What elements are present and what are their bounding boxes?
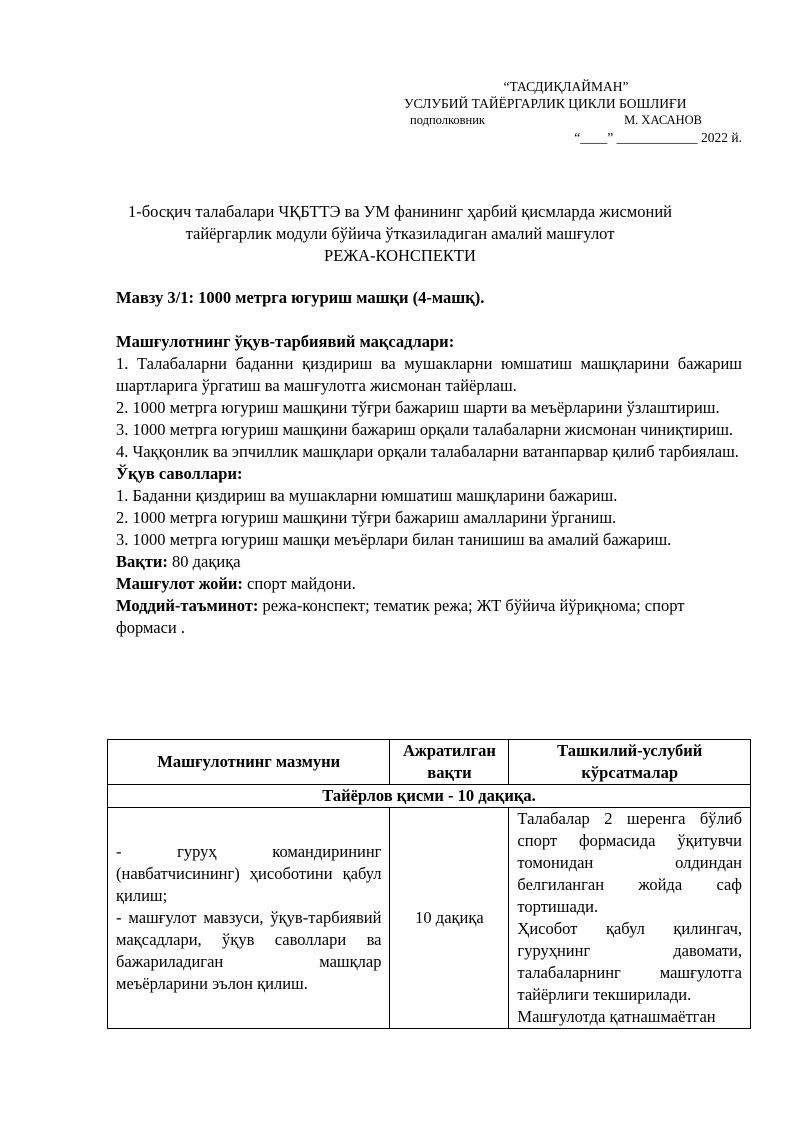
place-line xyxy=(116,573,742,595)
equipment-line xyxy=(116,595,742,639)
section-row xyxy=(108,785,751,808)
approval-block xyxy=(380,78,760,146)
place-value: спорт майдони. xyxy=(242,574,356,593)
goal-item: 2. 1000 метрга югуриш машқини тўғри бажариш шарти ва меъёрларини ўзлаштириш. xyxy=(116,398,720,417)
goal-item: 1. Талабаларни баданни қиздириш ва мушакларни юмшатиш машқларини бажариш шартларига ўргатиш ва машғулотга жисмонан тайёрлаш. xyxy=(116,354,742,395)
document-title xyxy=(100,201,700,267)
question-item: 2. 1000 метрга югуриш машқини тўғри бажариш амалларини ўрганиш. xyxy=(116,508,617,527)
goal-item: 3. 1000 метрга югуриш машқини бажариш орқали талабаларни жисмонан чиниқтириш. xyxy=(116,420,734,439)
equipment-label: Моддий-таъминот: xyxy=(116,596,259,615)
approval-rank: подполковник xyxy=(410,113,485,127)
place-label: Машғулот жойи: xyxy=(116,574,243,593)
goals-heading: Машғулотнинг ўқув-тарбиявий мақсадлари: xyxy=(116,332,455,351)
row-notes: Талабалар 2 шеренга бўлиб спорт формасида ўқитувчи томонидан олдиндан белгиланган жойда саф тортишади. Ҳисобот қабул қилингач, гуруҳнинг давомати, талабаларнинг машғулотга тайёрлиги текширилади. Машғулотда қатнашмаётган xyxy=(509,808,751,1029)
table-header-row xyxy=(108,740,751,785)
time-label: Вақти: xyxy=(116,552,168,571)
approval-name: М. ХАСАНОВ xyxy=(624,113,702,127)
header-notes: Ташкилий-услубий кўрсатмалар xyxy=(509,740,751,785)
goal-item: 4. Чаққонлик ва эпчиллик машқлари орқали талабаларни ватанпарвар қилиб тарбиялаш. xyxy=(116,442,739,461)
section-title: Тайёрлов қисми - 10 дақиқа. xyxy=(108,785,751,808)
title-line-2: тайёргарлик модули бўйича ўтказиладиган амалий машғулот xyxy=(185,224,615,243)
equipment-value: режа-конспект; тематик режа; ЖТ бўйича йўриқнома; спорт формаси . xyxy=(116,596,685,637)
questions-heading: Ўқув саволлари: xyxy=(116,464,243,483)
time-line xyxy=(116,551,742,573)
header-time: Ажратилган вақти xyxy=(390,740,509,785)
lesson-plan-table xyxy=(107,739,751,1029)
row-time: 10 дақиқа xyxy=(390,808,509,1029)
approval-position: УСЛУБИЙ ТАЙЁРГАРЛИК ЦИКЛИ БОШЛИҒИ xyxy=(404,96,687,111)
table-row xyxy=(108,808,751,1029)
title-line-3: РЕЖА-КОНСПЕКТИ xyxy=(324,246,476,265)
approval-signatory xyxy=(380,112,760,129)
topic: Мавзу 3/1: 1000 метрга югуриш машқи (4-машқ). xyxy=(116,288,485,307)
main-content xyxy=(116,287,742,639)
approval-date: “____” ____________ 2022 й. xyxy=(574,130,742,145)
row-content: - гуруҳ командирининг (навбатчисининг) ҳисоботини қабул қилиш; - машғулот мавзуси, ўқув-тарбиявий мақсадлари, ўқув саволлари ва бажариладиган машқлар меъёрларини эълон қилиш. xyxy=(108,808,390,1029)
question-item: 3. 1000 метрга югуриш машқи меъёрлари билан танишиш ва амалий бажариш. xyxy=(116,530,672,549)
time-value: 80 дақиқа xyxy=(167,552,241,571)
question-item: 1. Баданни қиздириш ва мушакларни юмшатиш машқларини бажариш. xyxy=(116,486,618,505)
approval-heading: “ТАСДИҚЛАЙМАН” xyxy=(503,79,629,94)
title-line-1: 1-босқич талабалари ЧҚБТТЭ ва УМ фанининг ҳарбий қисмларда жисмоний xyxy=(128,202,672,221)
header-content: Машғулотнинг мазмуни xyxy=(108,740,390,785)
